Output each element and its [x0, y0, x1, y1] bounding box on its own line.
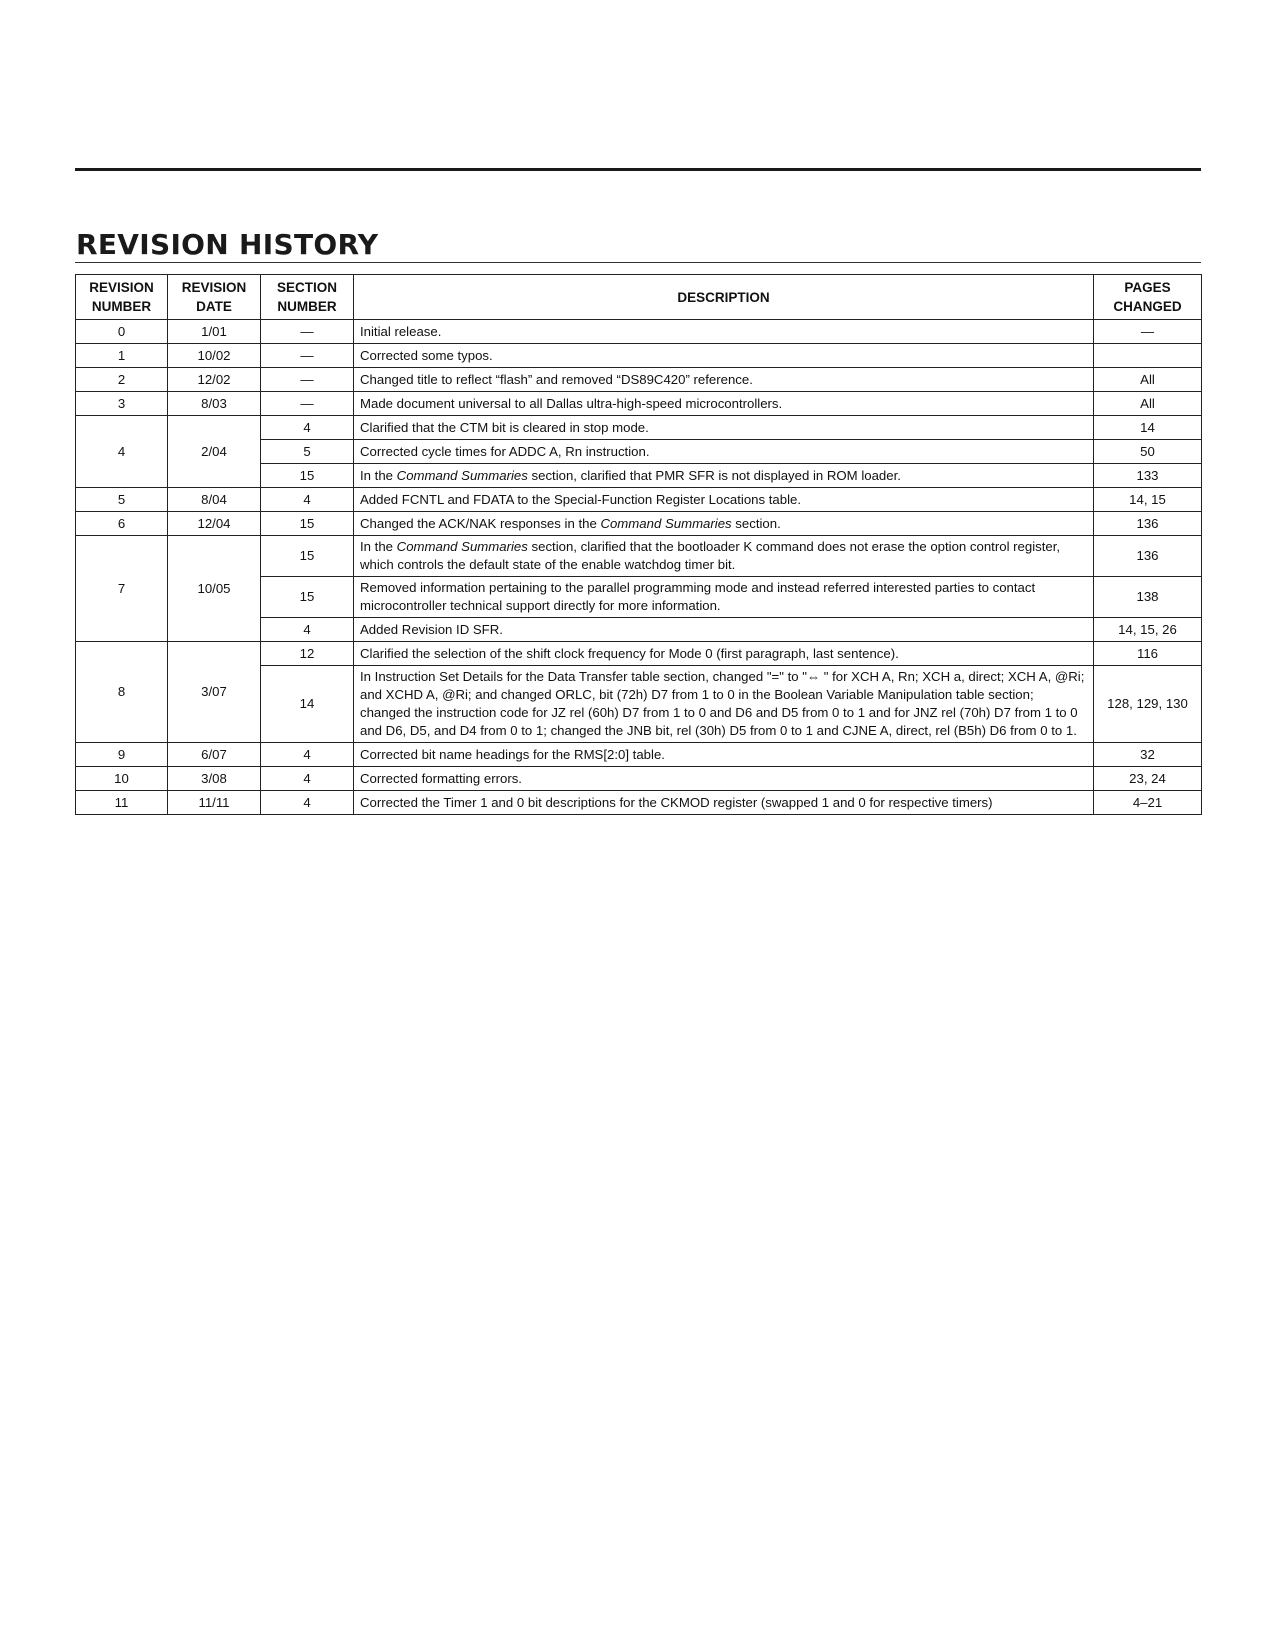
table-row — [76, 512, 1202, 536]
description-text: In the — [360, 539, 397, 554]
description-cell — [354, 320, 1094, 344]
description-italic-text: Command Summaries — [396, 539, 528, 554]
table-header — [76, 275, 1202, 320]
description-text: Changed title to reflect “flash” and removed “DS89C420” reference. — [360, 371, 753, 387]
table-row — [76, 320, 1202, 344]
table-row — [76, 368, 1202, 392]
pages-changed-cell: 50 — [1094, 440, 1202, 464]
revision-date-cell: 8/04 — [168, 488, 261, 512]
section-number-cell: 4 — [261, 618, 354, 642]
column-header-description — [354, 275, 1094, 320]
table-row — [76, 392, 1202, 416]
revision-number-cell: 5 — [76, 488, 168, 512]
column-header-text: SECTION — [276, 280, 337, 295]
section-number-cell: 4 — [261, 791, 354, 815]
pages-changed-cell: 133 — [1094, 464, 1202, 488]
section-number-cell: 15 — [261, 577, 354, 618]
column-header-text: NUMBER — [277, 299, 337, 314]
description-cell — [354, 344, 1094, 368]
revision-number-cell: 11 — [76, 791, 168, 815]
revision-date-cell: 12/02 — [168, 368, 261, 392]
description-text: Corrected some typos. — [360, 347, 493, 363]
description-cell — [354, 642, 1094, 666]
description-cell — [354, 488, 1094, 512]
description-text: In the — [360, 467, 397, 483]
description-text: Clarified that the CTM bit is cleared in stop mode. — [360, 419, 649, 435]
table-row — [76, 767, 1202, 791]
description-text: section, clarified that the bootloader K command does not erase the option control register, which controls the default state of the enable watchdog timer bit. — [360, 539, 1061, 572]
pages-changed-cell: All — [1094, 368, 1202, 392]
description-text: Corrected bit name headings for the RMS[2:0] table. — [360, 746, 665, 762]
description-cell — [354, 440, 1094, 464]
column-header-text: REVISION — [181, 280, 247, 295]
description-italic-text: Command Summaries — [396, 467, 528, 483]
section-number-cell: — — [261, 368, 354, 392]
pages-changed-cell: 136 — [1094, 536, 1202, 577]
description-text: Corrected the Timer 1 and 0 bit descriptions for the CKMOD register (swapped 1 and 0 for respective timers) — [360, 794, 993, 810]
table-row — [76, 743, 1202, 767]
title-underline — [75, 262, 1201, 263]
table-body — [76, 320, 1202, 815]
revision-date-cell: 2/04 — [168, 416, 261, 488]
revision-date-cell: 11/11 — [168, 791, 261, 815]
revision-date-cell: 8/03 — [168, 392, 261, 416]
description-cell — [354, 577, 1094, 618]
description-text: Corrected formatting errors. — [360, 770, 522, 786]
page-title: REVISION HISTORY — [76, 228, 379, 261]
description-text: Made document universal to all Dallas ultra-high-speed microcontrollers. — [360, 395, 783, 411]
section-number-cell: 4 — [261, 488, 354, 512]
revision-date-cell: 3/08 — [168, 767, 261, 791]
description-text: Initial release. — [360, 323, 442, 339]
description-cell — [354, 416, 1094, 440]
revision-date-cell: 10/05 — [168, 536, 261, 642]
revision-date-cell: 6/07 — [168, 743, 261, 767]
section-number-cell: 15 — [261, 512, 354, 536]
pages-changed-cell: — — [1094, 320, 1202, 344]
pages-changed-cell: 23, 24 — [1094, 767, 1202, 791]
section-number-cell: 15 — [261, 536, 354, 577]
table-row — [76, 416, 1202, 440]
table-row — [76, 536, 1202, 577]
revision-number-cell: 9 — [76, 743, 168, 767]
revision-date-cell: 12/04 — [168, 512, 261, 536]
description-text: Clarified the selection of the shift clock frequency for Mode 0 (first paragraph, last sentence). — [360, 645, 899, 661]
revision-date-cell: 1/01 — [168, 320, 261, 344]
revision-number-cell: 7 — [76, 536, 168, 642]
section-number-cell: 4 — [261, 743, 354, 767]
revision-number-cell: 1 — [76, 344, 168, 368]
revision-history-table — [75, 274, 1202, 815]
description-italic-text: Command Summaries — [600, 515, 732, 531]
revision-number-cell: 10 — [76, 767, 168, 791]
column-header-text: PAGES — [1124, 280, 1171, 295]
section-number-cell: — — [261, 320, 354, 344]
column-header-text: DATE — [196, 299, 232, 314]
description-text: section. — [731, 515, 781, 531]
column-header-pages-changed — [1094, 275, 1202, 320]
pages-changed-cell: 116 — [1094, 642, 1202, 666]
column-header-revision-number — [76, 275, 168, 320]
description-cell — [354, 743, 1094, 767]
column-header-revision-date — [168, 275, 261, 320]
description-cell — [354, 618, 1094, 642]
description-text: Corrected cycle times for ADDC A, Rn instruction. — [360, 443, 650, 459]
description-cell — [354, 392, 1094, 416]
section-number-cell: 5 — [261, 440, 354, 464]
revision-number-cell: 0 — [76, 320, 168, 344]
revision-number-cell: 4 — [76, 416, 168, 488]
pages-changed-cell: 14, 15 — [1094, 488, 1202, 512]
section-number-cell: 15 — [261, 464, 354, 488]
pages-changed-cell: 14 — [1094, 416, 1202, 440]
column-header-text: REVISION — [89, 280, 154, 295]
description-cell — [354, 791, 1094, 815]
description-text: Changed the ACK/NAK responses in the — [360, 515, 601, 531]
description-text: In Instruction Set Details for the Data Transfer table section, changed "=" to "⇔ " for XCH A, Rn; XCH a, direct; XCH A, @Ri; and XCHD A, @Ri; and changed ORLC, bit (72h) D7 from 1 to 0 in the Boolean Variable Manipulation table section; changed the instruction code for JZ rel (60h) D7 from 1 to 0 and D6 and D5 from 0 to 1 and for JNZ rel (70h) D7 from 1 to 0 and D6, D5, and D4 from 0 to 1; changed the JNB bit, rel (30h) D5 from 0 to 1 and CJNE A, direct, rel (B5h) D6 from 0 to 1. — [360, 669, 1085, 738]
revision-number-cell: 3 — [76, 392, 168, 416]
table-row — [76, 488, 1202, 512]
table-row — [76, 791, 1202, 815]
description-cell — [354, 512, 1094, 536]
section-number-cell: — — [261, 344, 354, 368]
pages-changed-cell — [1094, 344, 1202, 368]
column-header-text: DESCRIPTION — [677, 289, 770, 305]
pages-changed-cell: 128, 129, 130 — [1094, 666, 1202, 743]
revision-date-cell: 10/02 — [168, 344, 261, 368]
section-number-cell: — — [261, 392, 354, 416]
pages-changed-cell: 136 — [1094, 512, 1202, 536]
table-row — [76, 344, 1202, 368]
revision-number-cell: 6 — [76, 512, 168, 536]
description-text: Added FCNTL and FDATA to the Special-Function Register Locations table. — [360, 491, 802, 507]
header-row — [76, 275, 1202, 320]
description-text: Added Revision ID SFR. — [360, 621, 503, 637]
description-text: section, clarified that PMR SFR is not displayed in ROM loader. — [527, 467, 901, 483]
table-row — [76, 642, 1202, 666]
pages-changed-cell: 14, 15, 26 — [1094, 618, 1202, 642]
description-cell — [354, 666, 1094, 743]
pages-changed-cell: All — [1094, 392, 1202, 416]
header-rule — [75, 168, 1201, 171]
description-cell — [354, 767, 1094, 791]
section-number-cell: 14 — [261, 666, 354, 743]
pages-changed-cell: 138 — [1094, 577, 1202, 618]
column-header-section-number — [261, 275, 354, 320]
revision-number-cell: 8 — [76, 642, 168, 743]
revision-number-cell: 2 — [76, 368, 168, 392]
description-cell — [354, 536, 1094, 577]
column-header-text: CHANGED — [1113, 299, 1182, 314]
description-cell — [354, 464, 1094, 488]
column-header-text: NUMBER — [91, 299, 152, 314]
description-cell — [354, 368, 1094, 392]
description-text: Removed information pertaining to the parallel programming mode and instead referred interested parties to contact microcontroller technical support directly for more information. — [360, 580, 1036, 613]
section-number-cell: 4 — [261, 767, 354, 791]
revision-date-cell: 3/07 — [168, 642, 261, 743]
section-number-cell: 4 — [261, 416, 354, 440]
pages-changed-cell: 32 — [1094, 743, 1202, 767]
pages-changed-cell: 4–21 — [1094, 791, 1202, 815]
section-number-cell: 12 — [261, 642, 354, 666]
